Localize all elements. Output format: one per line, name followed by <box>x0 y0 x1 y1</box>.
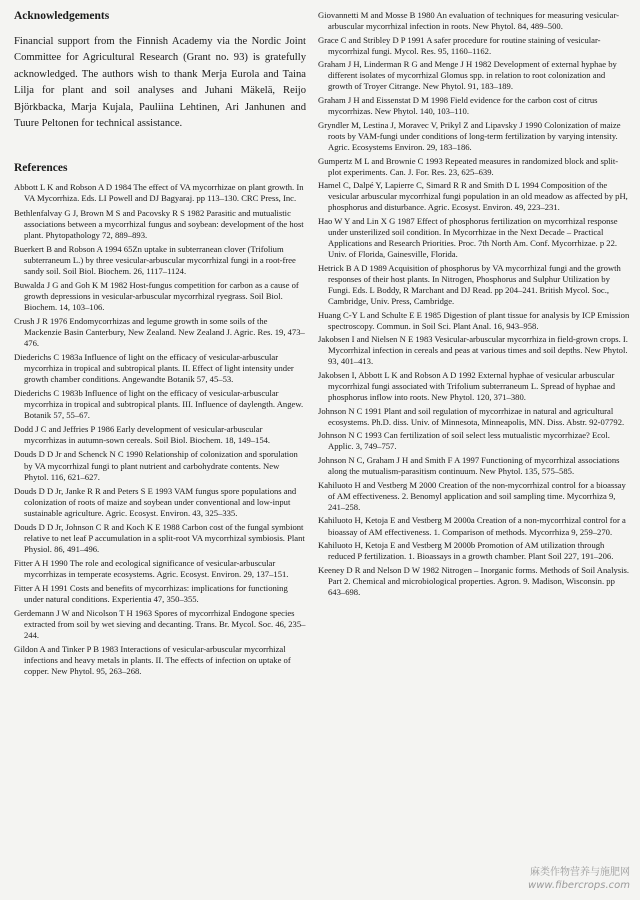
watermark-site-name: 麻类作物营养与施肥网 <box>530 867 630 878</box>
reference-entry: Douds D D Jr, Janke R R and Peters S E 1993 VAM fungus spore populations and colonization of roots of maize and soybean under conventional and low-input sustainable agriculture. Agric. Ecosyst. Environ. 43, 325–335. <box>14 485 297 518</box>
reference-entry: Kahiluoto H, Ketoja E and Vestberg M 2000a Creation of a non-mycorrhizal control for a bioassay of AM effectiveness. 1. Comparison of methods. Mycorrhiza 9, 259–270. <box>318 515 626 537</box>
reference-entry: Graham J H, Linderman R G and Menge J H 1982 Development of external hyphae by different isolates of mycorrhizal Glomus spp. in relation to root colonization and growth of Troyer Citrange. New Phytol. 91, 183–189. <box>318 59 617 92</box>
reference-entry: Douds D D Jr, Johnson C R and Koch K E 1988 Carbon cost of the fungal symbiont relative to net leaf P accumulation in a split-root VA mycorrhizal symbiosis. Plant Physiol. 86, 491–496. <box>14 521 305 554</box>
reference-entry: Buerkert B and Robson A 1994 65Zn uptake in subterranean clover (Trifolium subterraneum L.) by three vesicular-arbuscular mycorrhizal fungi in a root-free sandy soil. Soil Biol. Biochem. 26, 1117–1124. <box>14 243 296 276</box>
reference-entry: Crush J R 1976 Endomycorrhizas and legume growth in some soils of the Mackenzie Basin Canterbury, New Zealand. New Zealand J. Agric. Res. 19, 473–476. <box>14 315 305 349</box>
reference-entry: Diederichs C 1983b Influence of light on the efficacy of vesicular-arbuscular mycorrhiza in tropical and subtropical plants. III. Influence of daylength. Angew. Botanik 57, 55–67. <box>14 388 304 421</box>
reference-entry: Johnson N C, Graham J H and Smith F A 1997 Functioning of mycorrhizal associations along the mutualism-parasitism continuum. New Phytol. 135, 575–585. <box>318 455 620 477</box>
reference-entry: Jakobsen I, Abbott L K and Robson A D 1992 External hyphae of vesicular arbuscular mycorrhizal fungi associated with Trifolium subterraneum L. Spread of hyphae and phosphorus inflow into roots. New Phytol. 120, 371–380. <box>318 369 616 403</box>
reference-entry: Douds D D Jr and Schenck N C 1990 Relationship of colonization and sporulation by VA mycorrhizal fungi to plant nutrient and carbohydrate contents. New Phytol. 116, 621–627. <box>14 449 298 482</box>
reference-entry: Hao W Y and Lin X G 1987 Effect of phosphorus fertilization on mycorrhizal response under unsterilized soil condition. In Mycorrhizae in the Next Decade – Practical Applications and Research Priorities. Proc. 7th North Am. Conf. Mycorrhizae. p 22. Univ. of Florida, Gainesville, Florida. <box>318 215 618 260</box>
watermark <box>528 866 630 892</box>
reference-entry: Grace C and Stribley D P 1991 A safer procedure for routine staining of vesicular-mycorrhizal fungi. Mycol. Res. 95, 1160–1162. <box>318 34 601 56</box>
reference-entry: Giovannetti M and Mosse B 1980 An evaluation of techniques for measuring vesicular-arbuscular mycorrhizal infection in roots. New Phytol. 84, 489–500. <box>318 10 620 32</box>
reference-entry: Keeney D R and Nelson D W 1982 Nitrogen – Inorganic forms. Methods of Soil Analysis. Part 2. Chemical and microbiological properties. Agron. 9. Madison, Wisconsin. pp 643–698. <box>318 564 630 597</box>
watermark-url: www.fibercrops.com <box>528 880 630 891</box>
reference-entry: Fitter A H 1990 The role and ecological significance of vesicular-arbuscular mycorrhizas in temperate ecosystems. Agric. Ecosyst. Environ. 29, 137–151. <box>14 557 289 579</box>
reference-entry: Bethlenfalvay G J, Brown M S and Pacovsky R S 1982 Parasitic and mutualistic associations between a mycorrhizal fungus and soybean: development of the host plant. Phytopathology 72, 889–893. <box>14 207 304 240</box>
right-column <box>318 10 630 601</box>
reference-entry: Kahiluoto H and Vestberg M 2000 Creation of the non-mycorrhizal control for a bioassay of AM effectiveness. 2. Benomyl application and soil sampling time. Mycorrhiza 9, 241–258. <box>318 479 626 512</box>
reference-entry: Hetrick B A D 1989 Acquisition of phosphorus by VA mycorrhizal fungi and the growth responses of their host plants. In Nitrogen, Phosphorus and Sulphur Utilization by Fungi. Eds. L Boddy, R Marchant and DJ Read. pp 204–241. British Mycol. Soc., Cambridge, Univ. Press, Cambridge. <box>318 262 621 306</box>
acknowledgements-text: Financial support from the Finnish Academy via the Nordic Joint Committee for Agricultural Research (Grant no. 93) is gratefully acknowledged. The authors wish to thank Merja Eurola and Taina Lilja for plant and soil analyses and Juhani Mäkelä, Reijo Björkbacka, Marja Kujala, Pauliina Lehtinen, Ari Janhunen and Tuure Peltonen for technical assistance. <box>14 36 306 130</box>
reference-entry: Gumpertz M L and Brownie C 1993 Repeated measures in randomized block and split-plot experiments. Can. J. For. Res. 23, 625–639. <box>318 155 619 177</box>
reference-list-left <box>14 182 306 677</box>
reference-entry: Abbott L K and Robson A D 1984 The effect of VA mycorrhizae on plant growth. In VA Mycorrhiza. Eds. LI Powell and DJ Bagyaraj. pp 113–130. CRC Press, Inc. <box>14 182 304 204</box>
reference-entry: Fitter A H 1991 Costs and benefits of mycorrhizas: implications for functioning under natural conditions. Experientia 47, 350–355. <box>14 582 288 605</box>
reference-entry: Buwalda J G and Goh K M 1982 Host-fungus competition for carbon as a cause of growth depressions in vesicular-arbuscular mycorrhizal ryegrass. Soil Biol. Biochem. 14, 103–106. <box>14 279 299 312</box>
references-heading: References <box>14 162 68 175</box>
reference-entry: Johnson N C 1991 Plant and soil regulation of mycorrhizae in natural and agricultural ecosystems. Ph.D. diss. Univ. of Minnesota, Minneapolis, MN. Diss. Abstr. 92-07792. <box>318 405 625 427</box>
reference-entry: Dodd J C and Jeffries P 1986 Early development of vesicular-arbuscular mycorrhizas in autumn-sown cereals. Soil Biol. Biochem. 18, 149–154. <box>14 424 271 446</box>
reference-entry: Huang C-Y L and Schulte E E 1985 Digestion of plant tissue for analysis by ICP Emission spectroscopy. Commun. in Soil Sci. Plant Anal. 16, 943–958. <box>318 309 630 331</box>
reference-entry: Diederichs C 1983a Influence of light on the efficacy of vesicular-arbuscular mycorrhiza in tropical and subtropical plants. II. Effect of light intensity under growth chamber conditions. Angewandte Botanik 57, 45–53. <box>14 352 294 385</box>
reference-list-right <box>318 10 630 598</box>
reference-entry: Hamel C, Dalpé Y, Lapierre C, Simard R R and Smith D L 1994 Composition of the vesicular arbuscular mycorrhizal fungi population in an old meadow as affected by pH, phosphorus and disturbance. Agric. Ecosyst. Environ. 49, 223–231. <box>318 180 628 213</box>
left-column <box>14 10 306 680</box>
reference-entry: Gildon A and Tinker P B 1983 Interactions of vesicular-arbuscular mycorrhizal infections and heavy metals in plants. II. The effects of infection on uptake of copper. New Phytol. 95, 263–268. <box>14 644 291 677</box>
reference-entry: Kahiluoto H, Ketoja E and Vestberg M 2000b Promotion of AM utilization through reduced P fertilization. 1. Bioassays in a growth chamber. Plant Soil 227, 191–206. <box>318 540 614 562</box>
reference-entry: Graham J H and Eissenstat D M 1998 Field evidence for the carbon cost of citrus mycorrhizas. New Phytol. 140, 103–110. <box>318 95 598 117</box>
acknowledgements-heading: Acknowledgements <box>14 10 110 22</box>
reference-entry: Johnson N C 1993 Can fertilization of soil select less mutualistic mycorrhizae? Ecol. Applic. 3, 749–757. <box>318 430 610 452</box>
reference-entry: Gerdemann J W and Nicolson T H 1963 Spores of mycorrhizal Endogone species extracted from soil by wet sieving and decanting. Trans. Br. Mycol. Soc. 46, 235–244. <box>14 608 306 641</box>
reference-entry: Gryndler M, Lestina J, Moravec V, Prikyl Z and Lipavsky J 1990 Colonization of maize roots by VAM-fungi under conditions of long-term fertilization by varying intensity. Agric. Ecosystems Environ. 29, 183–186. <box>318 119 621 152</box>
reference-entry: Jakobsen I and Nielsen N E 1983 Vesicular-arbuscular mycorrhiza in field-grown crops. I. Mycorrhizal infection in cereals and peas at various times and soil depths. New Phytol. 93, 401–413. <box>318 334 628 367</box>
